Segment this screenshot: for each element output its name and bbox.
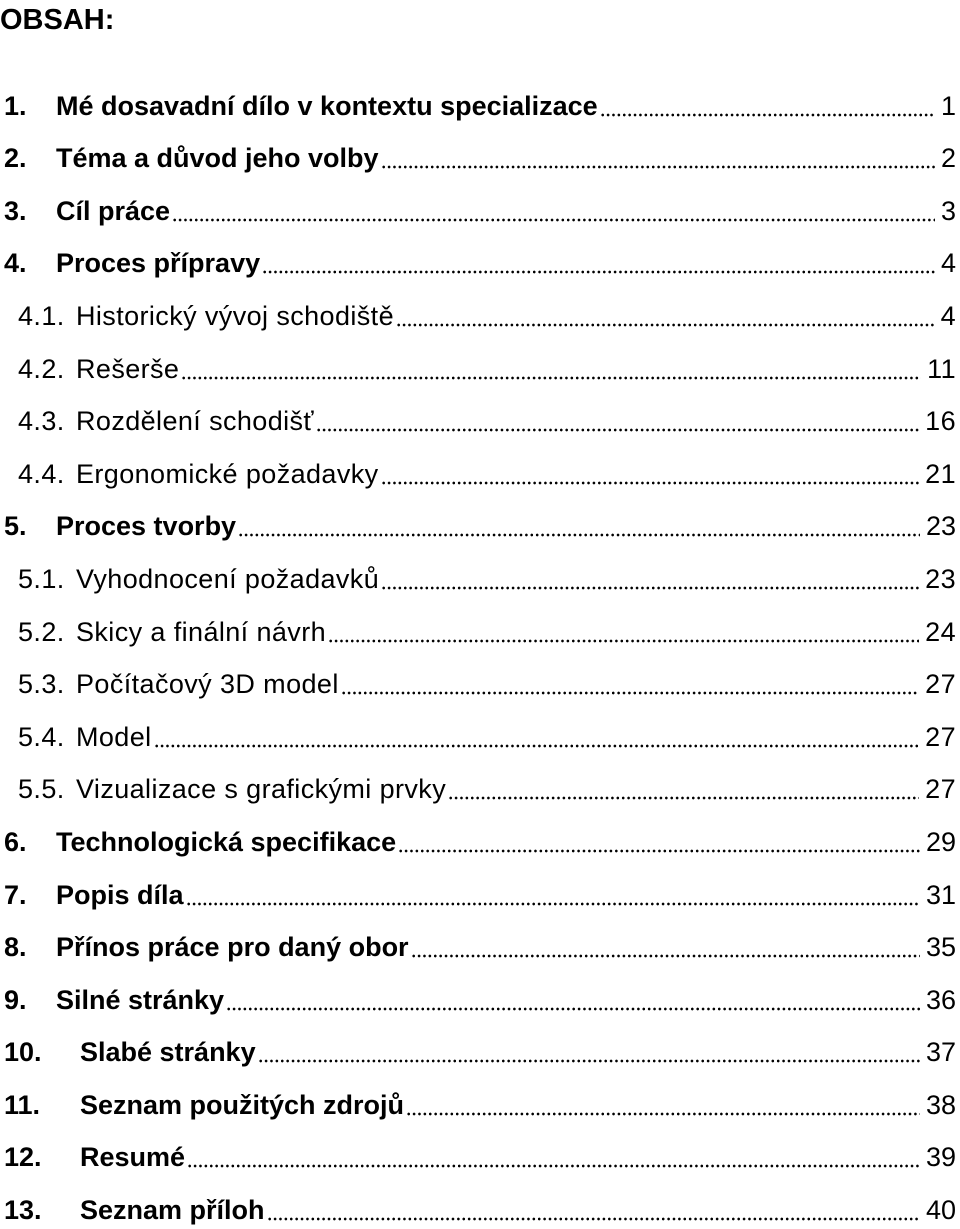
toc-entry-page: 1 <box>940 90 956 121</box>
dot-leader <box>267 1216 920 1222</box>
toc-entry[interactable] <box>0 808 956 861</box>
toc-entry[interactable] <box>0 861 956 914</box>
toc-entry[interactable] <box>0 1019 956 1072</box>
toc-entry-number: 3. <box>4 195 27 226</box>
toc-entry-number: 5.5. <box>18 774 65 805</box>
toc-entry-title: Seznam příloh <box>80 1195 265 1226</box>
toc-entry-number: 5. <box>4 511 27 542</box>
dot-leader <box>381 585 919 591</box>
toc-entry-title: Proces tvorby <box>56 511 237 542</box>
dot-leader <box>448 795 919 801</box>
toc-entry-number: 10. <box>4 1037 42 1068</box>
toc-entry-page: 23 <box>925 563 956 594</box>
dot-leader <box>226 1006 920 1012</box>
dot-leader <box>181 375 921 381</box>
toc-entry-page: 23 <box>925 511 956 542</box>
toc-entry-title: Model <box>76 721 152 752</box>
toc-entry-page: 2 <box>940 143 956 174</box>
toc-entry-title: Téma a důvod jeho volby <box>56 143 379 174</box>
toc-entry-title: Popis díla <box>56 879 184 910</box>
toc-entry-page: 29 <box>925 826 956 857</box>
toc-entry-title: Rozdělení schodišť <box>76 406 314 437</box>
toc-entry-page: 39 <box>925 1142 956 1173</box>
toc-entry[interactable] <box>0 1124 956 1177</box>
toc-subentry[interactable] <box>0 703 956 756</box>
toc-entry-title: Vyhodnocení požadavků <box>76 563 380 594</box>
toc-entry-page: 24 <box>925 616 956 647</box>
toc-title: OBSAH: <box>0 4 115 36</box>
toc-entry-page: 3 <box>940 195 956 226</box>
toc-entry-title: Počítačový 3D model <box>76 669 339 700</box>
toc-entry-number: 5.1. <box>18 563 65 594</box>
toc-entry-page: 27 <box>925 774 956 805</box>
dot-leader <box>398 848 920 854</box>
toc-entry-number: 5.3. <box>18 669 65 700</box>
toc-entry-page: 4 <box>940 248 956 279</box>
dot-leader <box>262 269 935 275</box>
toc-entry[interactable] <box>0 177 956 230</box>
dot-leader <box>186 901 920 907</box>
toc-entry-title: Cíl práce <box>56 195 171 226</box>
toc-entry-title: Vizualizace s grafickými prvky <box>76 774 447 805</box>
toc-entry-page: 36 <box>925 984 956 1015</box>
toc-entry-page: 40 <box>925 1195 956 1226</box>
toc-entry-number: 11. <box>4 1089 41 1120</box>
toc-entry[interactable] <box>0 125 956 178</box>
toc-entry-title: Přínos práce pro daný obor <box>56 932 409 963</box>
toc-entry-number: 6. <box>4 826 27 857</box>
toc-entry-page: 35 <box>925 932 956 963</box>
dot-leader <box>600 112 935 118</box>
toc-subentry[interactable] <box>0 282 956 335</box>
toc-subentry[interactable] <box>0 598 956 651</box>
dot-leader <box>187 1163 920 1169</box>
toc-entry-number: 9. <box>4 984 27 1015</box>
toc-entry-title: Resumé <box>80 1142 186 1173</box>
dot-leader <box>411 953 920 959</box>
dot-leader <box>238 532 920 538</box>
toc-entry[interactable] <box>0 72 956 125</box>
table-of-contents <box>0 72 956 1229</box>
toc-entry-number: 5.2. <box>18 616 65 647</box>
toc-entry-page: 27 <box>925 721 956 752</box>
dot-leader <box>316 427 919 433</box>
toc-subentry[interactable] <box>0 388 956 441</box>
dot-leader <box>381 164 935 170</box>
toc-entry-title: Skicy a finální návrh <box>76 616 327 647</box>
dot-leader <box>172 217 935 223</box>
dot-leader <box>406 1111 920 1117</box>
toc-entry-page: 11 <box>927 353 956 384</box>
toc-entry-number: 4.3. <box>18 406 65 437</box>
dot-leader <box>396 322 935 328</box>
toc-entry-number: 7. <box>4 879 27 910</box>
toc-entry-number: 2. <box>4 143 27 174</box>
toc-entry-number: 4.2. <box>18 353 65 384</box>
toc-entry-number: 8. <box>4 932 27 963</box>
toc-entry-number: 1. <box>4 90 27 121</box>
toc-entry[interactable] <box>0 230 956 283</box>
dot-leader <box>258 1058 920 1064</box>
dot-leader <box>154 743 920 749</box>
toc-entry[interactable] <box>0 966 956 1019</box>
toc-entry-title: Rešerše <box>76 353 180 384</box>
toc-entry-title: Silné stránky <box>56 984 225 1015</box>
toc-entry-title: Proces přípravy <box>56 248 261 279</box>
toc-entry-number: 12. <box>4 1142 42 1173</box>
toc-entry-title: Technologická specifikace <box>56 826 397 857</box>
toc-entry-page: 37 <box>925 1037 956 1068</box>
toc-entry-page: 16 <box>925 406 956 437</box>
dot-leader <box>328 638 919 644</box>
toc-subentry[interactable] <box>0 651 956 704</box>
toc-entry[interactable] <box>0 1176 956 1229</box>
toc-entry[interactable] <box>0 914 956 967</box>
toc-entry-title: Historický vývoj schodiště <box>76 300 394 331</box>
toc-entry-page: 27 <box>925 669 956 700</box>
toc-entry-title: Ergonomické požadavky <box>76 458 379 489</box>
toc-subentry[interactable] <box>0 335 956 388</box>
toc-entry-page: 21 <box>925 458 956 489</box>
toc-entry-title: Seznam použitých zdrojů <box>80 1089 405 1120</box>
dot-leader <box>341 690 919 696</box>
toc-entry[interactable] <box>0 1071 956 1124</box>
toc-entry-number: 4.4. <box>18 458 65 489</box>
toc-entry-title: Mé dosavadní dílo v kontextu specializace <box>56 90 598 121</box>
toc-entry-page: 4 <box>940 300 956 331</box>
toc-subentry[interactable] <box>0 756 956 809</box>
toc-entry[interactable] <box>0 493 956 546</box>
toc-entry-number: 4.1. <box>18 300 65 331</box>
toc-entry-number: 13. <box>4 1195 42 1226</box>
toc-entry-number: 4. <box>4 248 27 279</box>
toc-entry-number: 5.4. <box>18 721 65 752</box>
toc-subentry[interactable] <box>0 545 956 598</box>
toc-entry-title: Slabé stránky <box>80 1037 256 1068</box>
toc-entry-page: 38 <box>925 1089 956 1120</box>
toc-subentry[interactable] <box>0 440 956 493</box>
dot-leader <box>381 480 920 486</box>
toc-entry-page: 31 <box>925 879 956 910</box>
